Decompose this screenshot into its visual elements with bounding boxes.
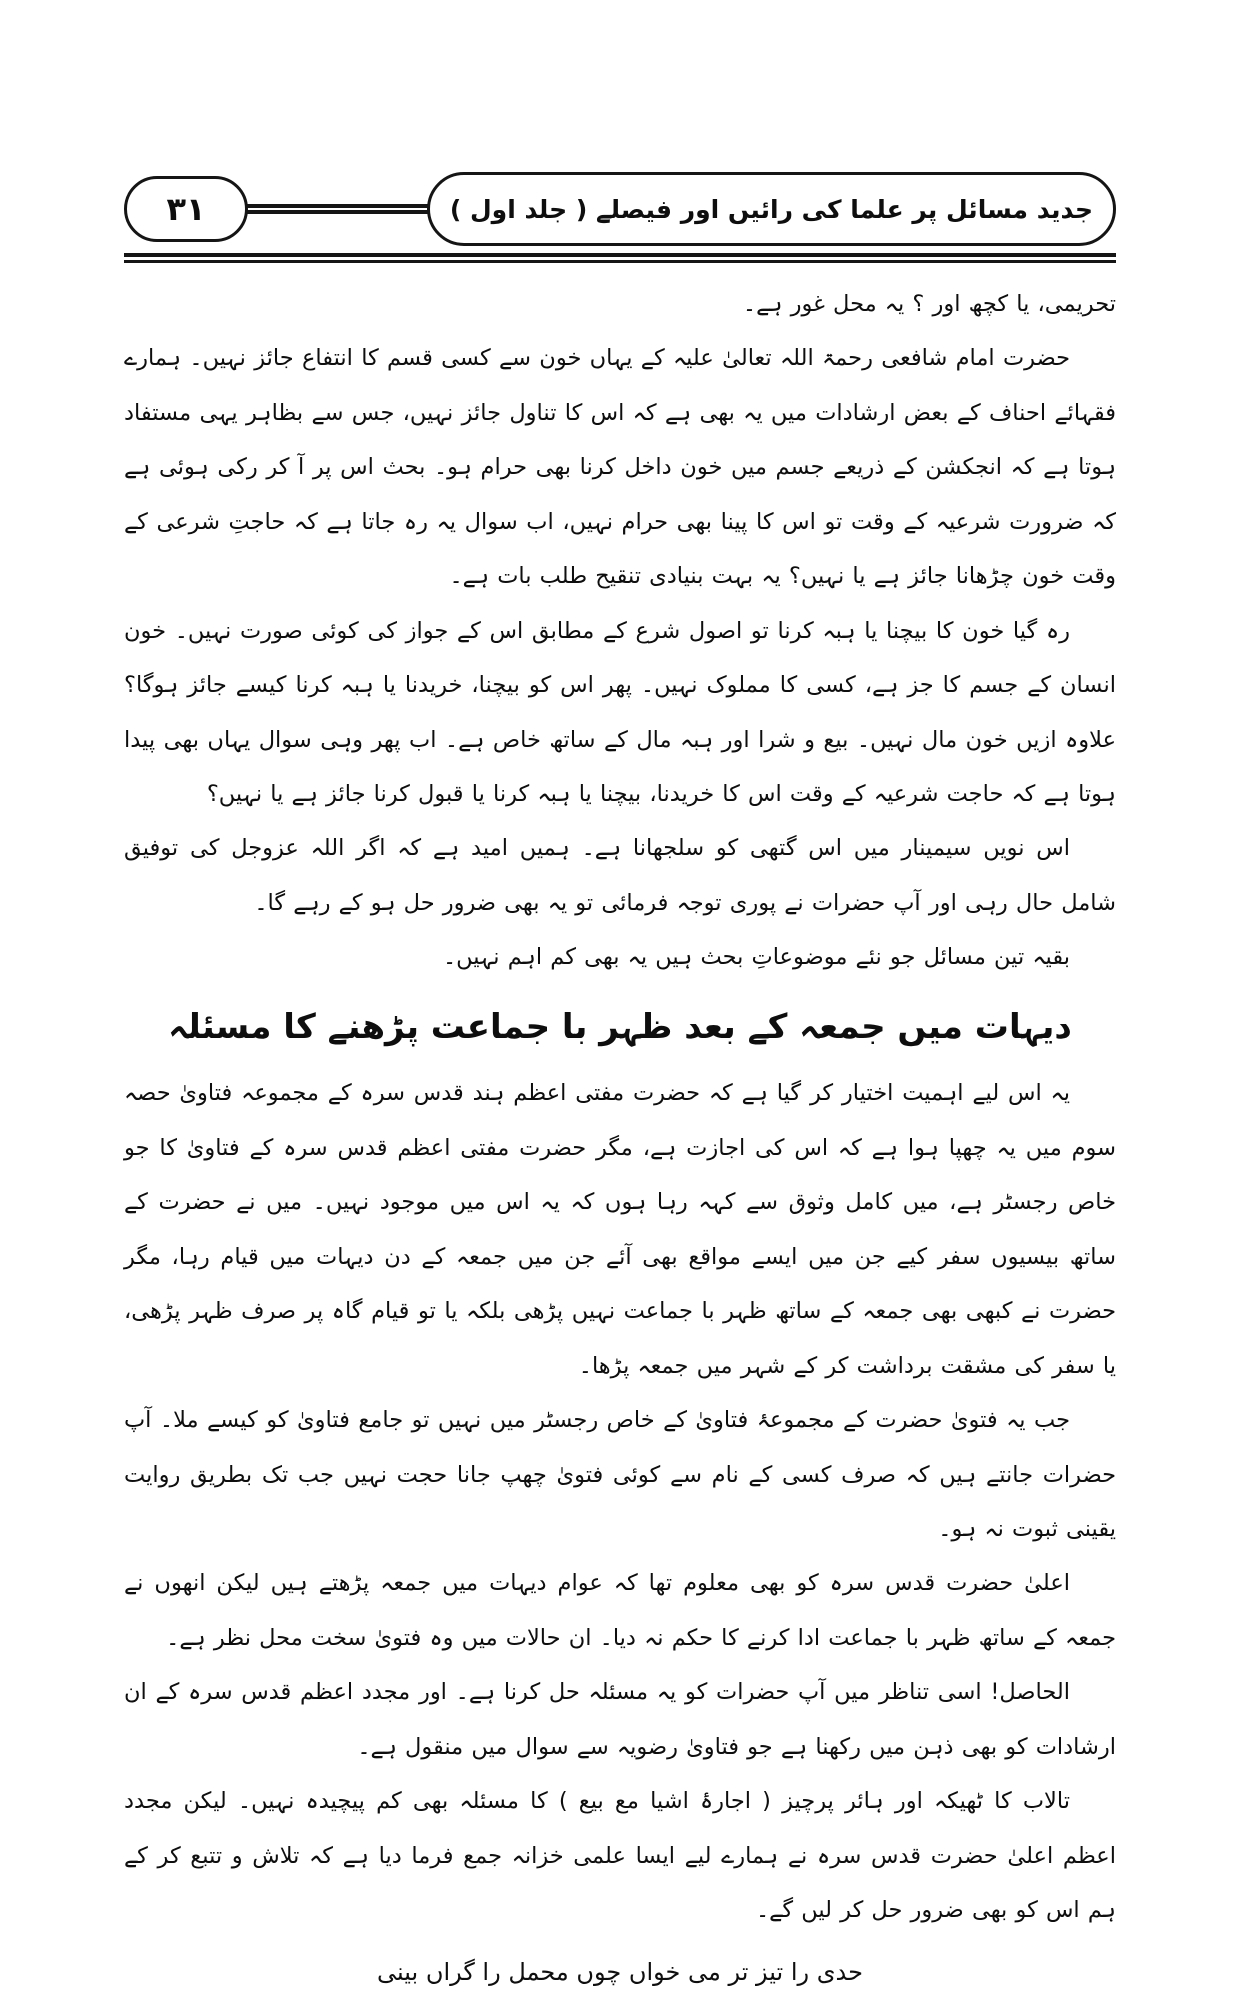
page-number: ۳۱ (166, 190, 206, 228)
book-title: جدید مسائل پر علما کی رائیں اور فیصلے ( جلد اول ) (449, 194, 1093, 224)
body-paragraph: یہ اس لیے اہمیت اختیار کر گیا ہے کہ حضرت مفتی اعظم ہند قدس سرہ کے مجموعہ فتاویٰ حصہ سوم میں یہ چھپا ہوا ہے کہ اس کی اجازت ہے، مگر حضرت مفتی اعظم قدس سرہ کے فتاویٰ کا جو خاص رجسٹر ہے، میں کامل وثوق سے کہہ رہا ہوں کہ یہ اس میں موجود نہیں۔ میں نے حضرت کے ساتھ بیسیوں سفر کیے جن میں ایسے مواقع بھی آئے جن میں جمعہ کے دن دیہات میں قیام رہا، مگر حضرت نے کبھی بھی جمعہ کے ساتھ ظہر با جماعت نہیں پڑھی بلکہ یا تو قیام گاہ پر صرف ظہر پڑھی، یا سفر کی مشقت برداشت کر کے شہر میں جمعہ پڑھا۔ (124, 1080, 1116, 1379)
body-paragraph: اس نویں سیمینار میں اس گتھی کو سلجھانا ہے۔ ہمیں امید ہے کہ اگر اللہ عزوجل کی توفیق شامل حال رہی اور آپ حضرات نے پوری توجہ فرمائی تو یہ بھی ضرور حل ہو کے رہے گا۔ (124, 835, 1116, 916)
section-heading: دیہات میں جمعہ کے بعد ظہر با جماعت پڑھنے کا مسئلہ (168, 1006, 1072, 1047)
header-connector-rule (240, 204, 435, 214)
header-divider-rule (124, 253, 1116, 263)
body-paragraph: بقیہ تین مسائل جو نئے موضوعاتِ بحث ہیں یہ بھی کم اہم نہیں۔ (443, 944, 1070, 971)
body-paragraph: اعلیٰ حضرت قدس سرہ کو بھی معلوم تھا کہ عوام دیہات میں جمعہ پڑھتے ہیں لیکن انھوں نے جمعہ کے ساتھ ظہر با جماعت ادا کرنے کا حکم نہ دیا۔ ان حالات میں وہ فتویٰ سخت محل نظر ہے۔ (124, 1570, 1116, 1651)
page-header (124, 172, 1116, 246)
page-number-badge (124, 176, 248, 242)
body-paragraph: حضرت امام شافعی رحمۃ اللہ تعالیٰ علیہ کے یہاں خون سے کسی قسم کا انتفاع جائز نہیں۔ ہمارے فقہائے احناف کے بعض ارشادات میں یہ بھی ہے کہ اس کا تناول جائز نہیں، جس سے بظاہر یہی مستفاد ہوتا ہے کہ انجکشن کے ذریعے جسم میں خون داخل کرنا بھی حرام ہو۔ بحث اس پر آ کر رکی ہوئی ہے کہ ضرورت شرعیہ کے وقت تو اس کا پینا بھی حرام نہیں، اب سوال یہ رہ جاتا ہے کہ حاجتِ شرعی کے وقت خون چڑھانا جائز ہے یا نہیں؟ یہ بہت بنیادی تنقیح طلب بات ہے۔ (124, 345, 1116, 590)
book-title-badge (427, 172, 1116, 246)
body-paragraph: تالاب کا ٹھیکہ اور ہائر پرچیز ( اجارۂ اشیا مع بیع ) کا مسئلہ بھی کم پیچیدہ نہیں۔ لیکن مجدد اعظم اعلیٰ حضرت قدس سرہ نے ہمارے لیے ایسا علمی خزانہ جمع فرما دیا ہے کہ تلاش و تتبع کر کے ہم اس کو بھی ضرور حل کر لیں گے۔ (124, 1788, 1116, 1924)
body-paragraph: الحاصل! اسی تناظر میں آپ حضرات کو یہ مسئلہ حل کرنا ہے۔ اور مجدد اعظم قدس سرہ کے ان ارشادات کو بھی ذہن میں رکھنا ہے جو فتاویٰ رضویہ سے سوال میں منقول ہے۔ (124, 1679, 1116, 1760)
body-paragraph: تحریمی، یا کچھ اور ؟ یہ محل غور ہے۔ (742, 291, 1116, 317)
body-paragraph: رہ گیا خون کا بیچنا یا ہبہ کرنا تو اصول شرع کے مطابق اس کے جواز کی کوئی صورت نہیں۔ خون انسان کے جسم کا جز ہے، کسی کا مملوک نہیں۔ پھر اس کو بیچنا، خریدنا یا ہبہ کرنا کیسے جائز ہوگا؟ علاوہ ازیں خون مال نہیں۔ بیع و شرا اور ہبہ مال کے ساتھ خاص ہے۔ اب پھر وہی سوال یہاں بھی پیدا ہوتا ہے کہ حاجت شرعیہ کے وقت اس کا خریدنا، بیچنا یا ہبہ کرنا یا قبول کرنا جائز ہے یا نہیں؟ (124, 617, 1116, 807)
page-body (124, 277, 1116, 1998)
closing-verse: حدی را تیز تر می خواں چوں محمل را گراں بینی (377, 1958, 863, 1987)
body-paragraph: جب یہ فتویٰ حضرت کے مجموعۂ فتاویٰ کے خاص رجسٹر میں نہیں تو جامع فتاویٰ کو کیسے ملا۔ آپ حضرات جانتے ہیں کہ صرف کسی کے نام سے کوئی فتویٰ چھپ جانا حجت نہیں جب تک بطریق روایت یقینی ثبوت نہ ہو۔ (124, 1407, 1116, 1542)
